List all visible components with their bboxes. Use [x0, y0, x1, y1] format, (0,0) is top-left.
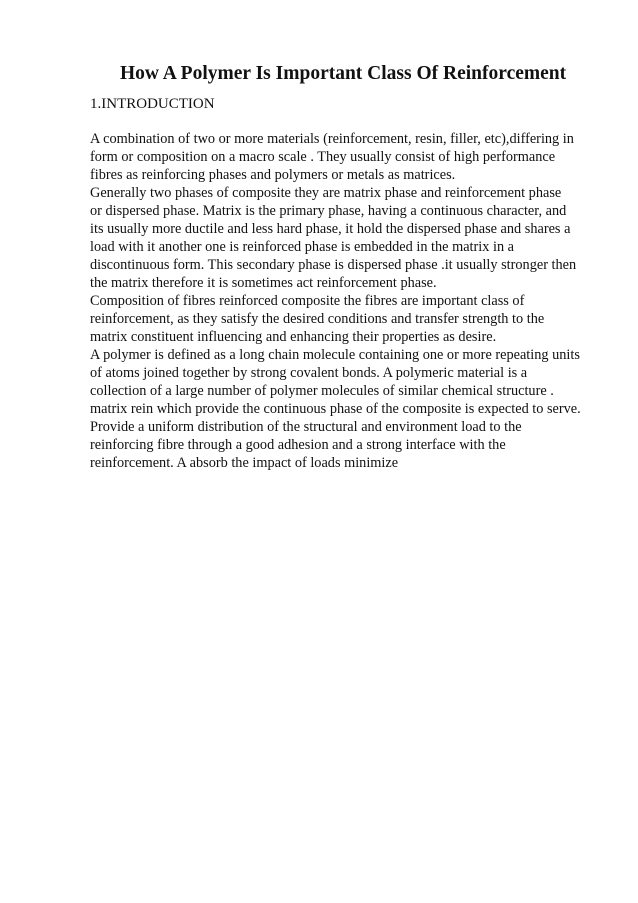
body-line: load with it another one is reinforced phase is embedded in the matrix in a	[90, 239, 515, 255]
body-line: reinforcing fibre through a good adhesion and a strong interface with the	[90, 437, 506, 453]
body-line: matrix rein which provide the continuous phase of the composite is expected to serve.	[90, 401, 581, 417]
introduction-body	[90, 130, 598, 472]
body-line: A polymer is defined as a long chain molecule containing one or more repeating units	[90, 347, 580, 363]
body-line: of atoms joined together by strong covalent bonds. A polymeric material is a	[90, 365, 528, 381]
body-line: matrix constituent influencing and enhancing their properties as desire.	[90, 329, 497, 345]
body-line: Provide a uniform distribution of the structural and environment load to the	[90, 419, 522, 435]
body-line: reinforcement, as they satisfy the desired conditions and transfer strength to the	[90, 311, 545, 327]
body-line: fibres as reinforcing phases and polymers or metals as matrices.	[90, 167, 456, 183]
body-line: form or composition on a macro scale . They usually consist of high performance	[90, 149, 556, 165]
body-line: collection of a large number of polymer molecules of similar chemical structure .	[90, 383, 554, 399]
body-line: discontinuous form. This secondary phase is dispersed phase .it usually stronger then	[90, 257, 577, 273]
body-line: its usually more ductile and less hard phase, it hold the dispersed phase and shares a	[90, 221, 571, 237]
body-line: the matrix therefore it is sometimes act reinforcement phase.	[90, 275, 437, 291]
body-line: Composition of fibres reinforced composite the fibres are important class of	[90, 293, 525, 309]
body-line: or dispersed phase. Matrix is the primary phase, having a continuous character, and	[90, 203, 567, 219]
body-line: reinforcement. A absorb the impact of loads minimize	[90, 455, 399, 471]
document-title: How A Polymer Is Important Class Of Reinforcement	[120, 63, 567, 84]
body-line: A combination of two or more materials (reinforcement, resin, filler, etc),differing in	[90, 131, 574, 147]
section-heading-introduction: 1.INTRODUCTION	[90, 96, 215, 112]
body-line: Generally two phases of composite they are matrix phase and reinforcement phase	[90, 185, 562, 201]
